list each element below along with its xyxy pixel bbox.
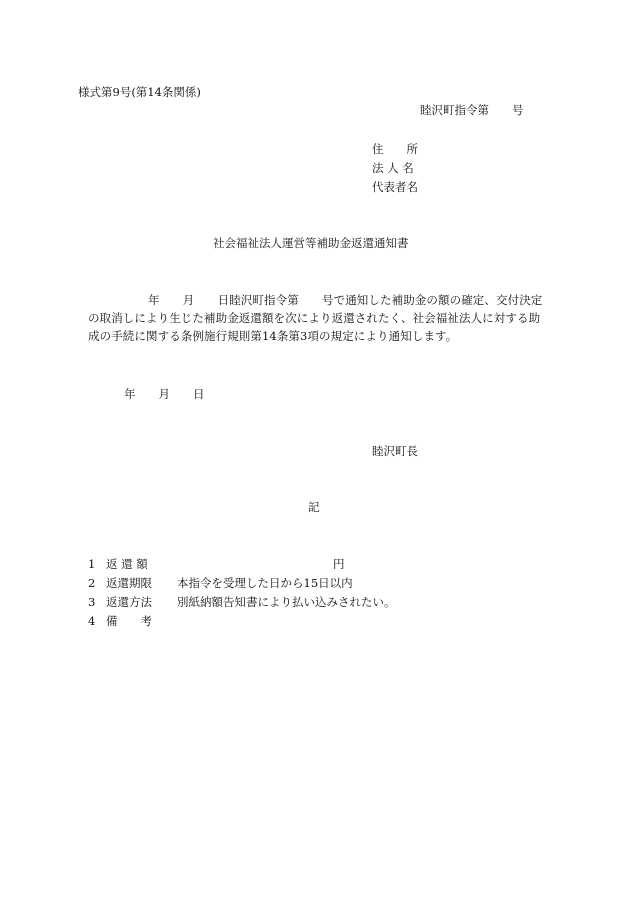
item-label: 返 還 額 <box>106 557 148 571</box>
item-number: 3 <box>88 595 96 609</box>
body-line-2: の取消しにより生じた補助金返還額を次により返還されたく、社会福祉法人に対する助 <box>88 311 541 325</box>
doc-number: 睦沢町指令第 号 <box>420 103 524 117</box>
date-line: 年 月 日 <box>124 387 205 401</box>
document-title: 社会福祉法人運営等補助金返還通知書 <box>213 236 409 250</box>
ki-marker: 記 <box>308 500 320 514</box>
item-label: 備 考 <box>106 614 152 628</box>
body-line-3: 成の手続に関する条例施行規則第14条第3項の規定により通知します。 <box>88 329 458 343</box>
item-number: 4 <box>88 614 96 628</box>
address-label: 住 所 <box>372 142 418 156</box>
item-value: 別紙納額告知書により払い込みされたい。 <box>177 595 396 609</box>
item-number: 1 <box>88 557 96 571</box>
form-id: 様式第9号(第14条関係) <box>78 85 201 99</box>
body-line-1: 年 月 日睦沢町指令第 号で通知した補助金の額の確定、交付決定 <box>148 293 543 307</box>
item-value: 本指令を受理した日から15日以内 <box>177 576 353 590</box>
issuer: 睦沢町長 <box>372 444 418 458</box>
item-number: 2 <box>88 576 96 590</box>
representative-label: 代表者名 <box>372 180 418 194</box>
item-label: 返還期限 <box>106 576 152 590</box>
item-label: 返還方法 <box>106 595 152 609</box>
corp-name-label: 法 人 名 <box>372 161 414 175</box>
item-unit: 円 <box>333 557 345 571</box>
